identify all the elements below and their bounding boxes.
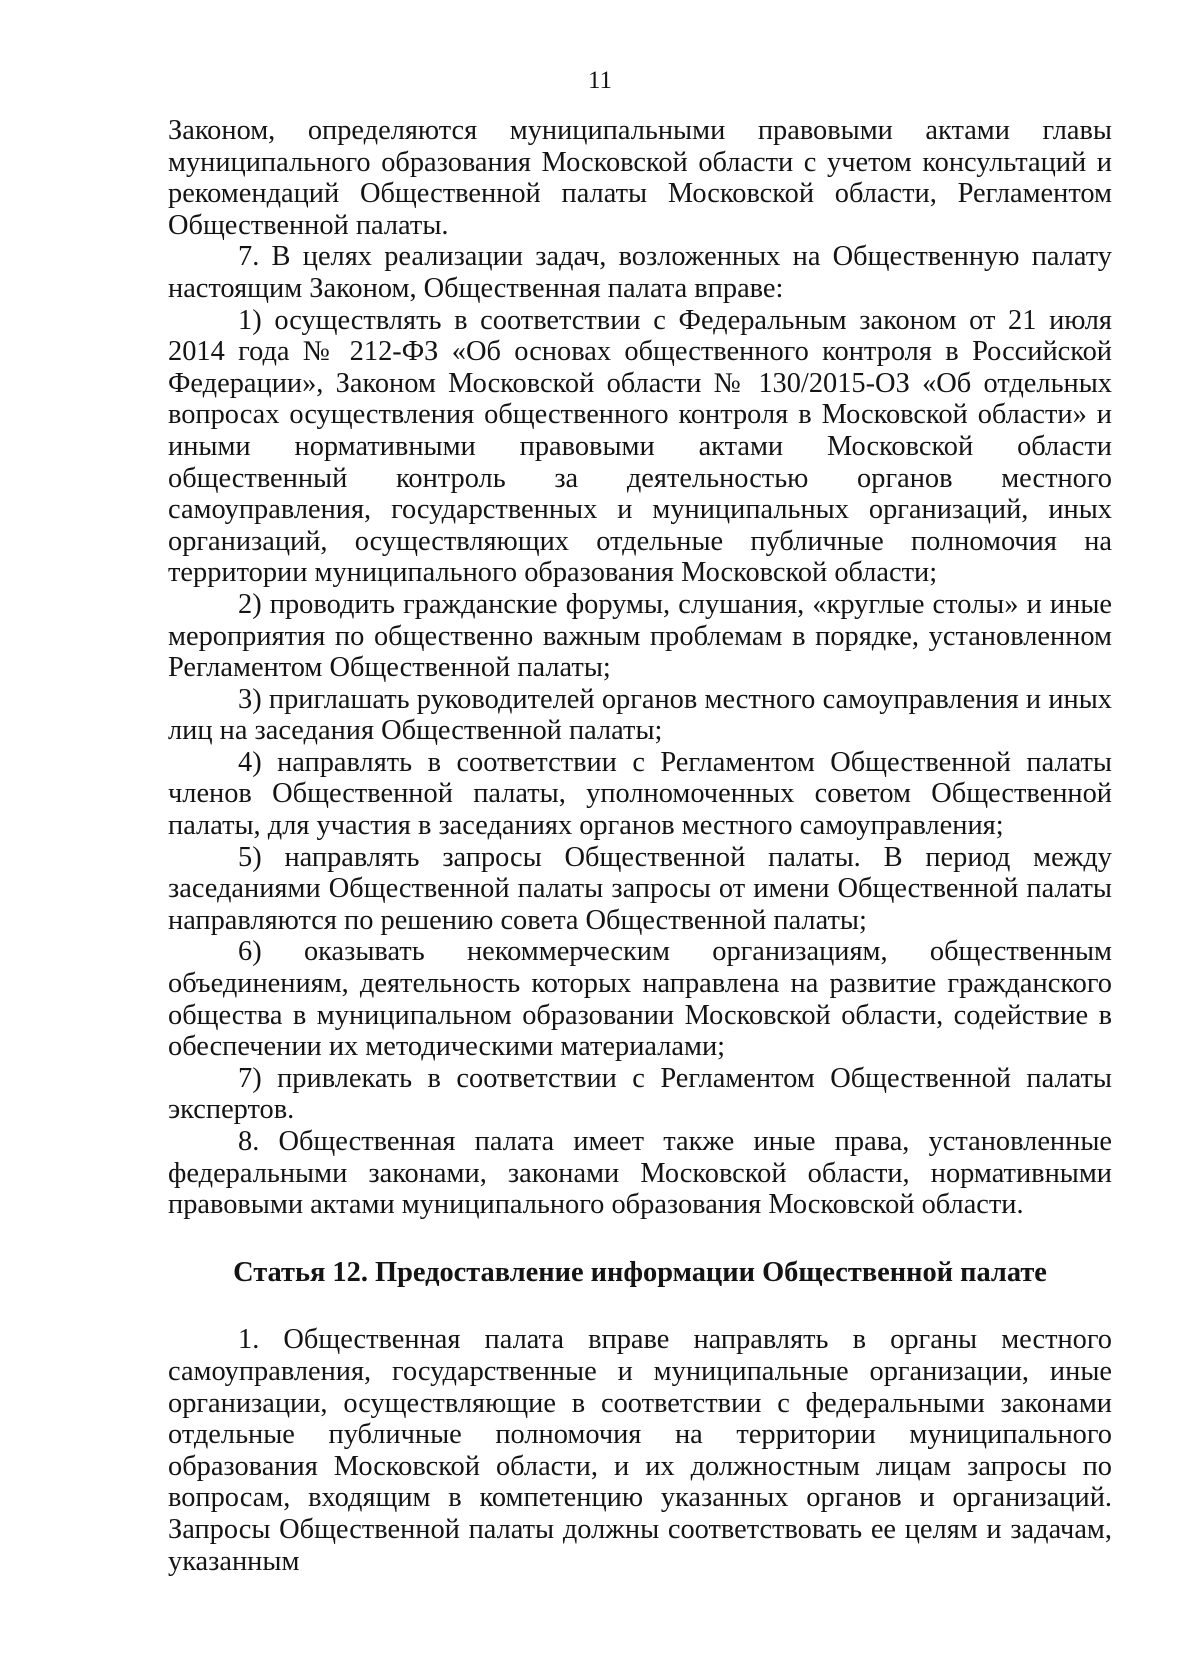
list-item-3: 3) приглашать руководителей органов местного самоуправления и иных лиц на заседания Общественной палаты; bbox=[168, 683, 1112, 747]
paragraph-item-7: 7. В целях реализации задач, возложенных на Общественную палату настоящим Законом, Общественная палата вправе: bbox=[168, 241, 1112, 304]
list-item-7: 7) привлекать в соответствии с Регламентом Общественной палаты экспертов. bbox=[168, 1062, 1112, 1126]
list-item-2: 2) проводить гражданские форумы, слушания, «круглые столы» и иные мероприятия по общественно важным проблемам в порядке, установленном Регламентом Общественной палаты; bbox=[168, 588, 1112, 684]
article-title: Статья 12. Предоставление информации Общественной палате bbox=[233, 1256, 1047, 1288]
list-item-1: 1) осуществлять в соответствии с Федеральным законом от 21 июля 2014 года № 212-ФЗ «Об основах общественного контроля в Российской Федерации», Законом Московской области № 130/2015-ОЗ «Об отдельных вопросах осуществления общественного контроля в Московской области» и иными нормативными правовыми актами Московской области общественный контроль за деятельностью органов местного самоуправления, государственных и муниципальных организаций, иных организаций, осуществляющих отдельные публичные полномочия на территории муниципального образования Московской области; bbox=[168, 304, 1112, 589]
paragraph-item-8: 8. Общественная палата имеет также иные права, установленные федеральными законами, законами Московской области, нормативными правовыми актами муниципального образования Московской области. bbox=[168, 1126, 1112, 1221]
article-paragraph-1: 1. Общественная палата вправе направлять в органы местного самоуправления, государственные и муниципальные организации, иные организации, осуществляющие в соответствии с федеральными законами отдельные публичные полномочия на территории муниципального образования Московской области, и их должностным лицам запросы по вопросам, входящим в компетенцию указанных органов и организаций. Запросы Общественной палаты должны соответствовать ее целям и задачам, указанным bbox=[168, 1324, 1112, 1577]
list-item-5: 5) направлять запросы Общественной палаты. В период между заседаниями Общественной палаты запросы от имени Общественной палаты направляются по решению совета Общественной палаты; bbox=[168, 841, 1112, 936]
paragraph-continuation: Законом, определяются муниципальными правовыми актами главы муниципального образования Московской области с учетом консультаций и рекомендаций Общественной палаты Московской области, Регламентом Общественной палаты. bbox=[168, 115, 1112, 241]
list-item-4: 4) направлять в соответствии с Регламентом Общественной палаты членов Общественной палаты, уполномоченных советом Общественной палаты, для участия в заседаниях органов местного самоуправления; bbox=[168, 746, 1112, 842]
list-item-6: 6) оказывать некоммерческим организациям, общественным объединениям, деятельность которых направлена на развитие гражданского общества в муниципальном образовании Московской области, содействие в обеспечении их методическими материалами; bbox=[168, 936, 1112, 1063]
page-number: 11 bbox=[587, 67, 613, 94]
document-body bbox=[168, 115, 1112, 1577]
